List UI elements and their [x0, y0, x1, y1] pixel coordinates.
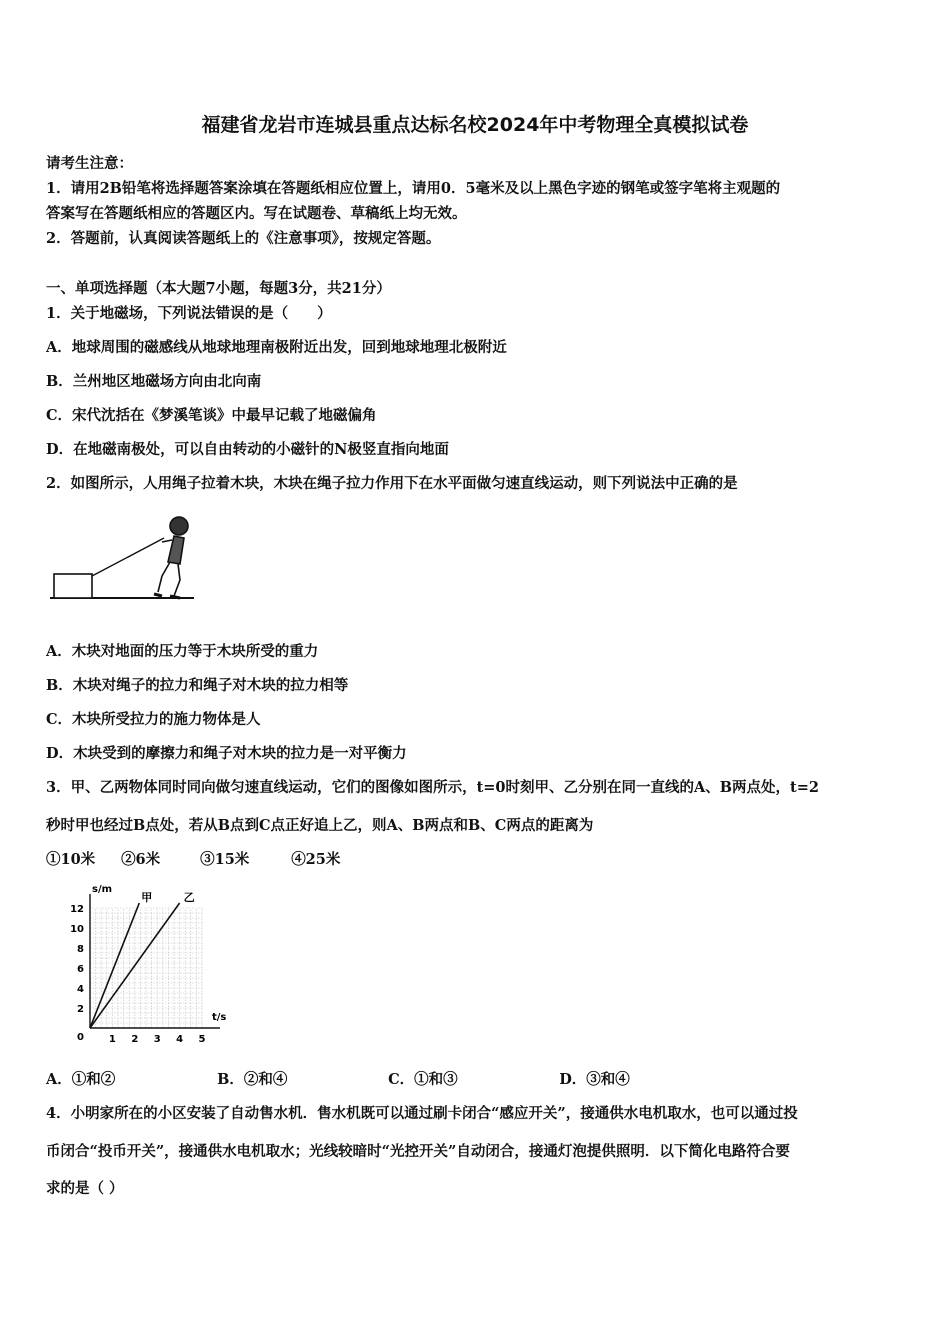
q3-options	[46, 1068, 630, 1089]
q2-option-d: D．木块受到的摩擦力和绳子对木块的拉力是一对平衡力	[46, 745, 407, 762]
q1-option-a: A．地球周围的磁感线从地球地理南极附近出发，回到地球地理北极附近	[46, 339, 507, 356]
y-tick-label: 0	[77, 1032, 84, 1043]
x-tick-label: 4	[176, 1034, 184, 1045]
notice-line-1b: 答案写在答题纸相应的答题区内。写在试题卷、草稿纸上均无效。	[46, 205, 467, 222]
q1-option-c: C．宋代沈括在《梦溪笔谈》中最早记载了地磁偏角	[46, 407, 377, 424]
q3-choice-1: ①10米	[46, 851, 96, 868]
q3-choices	[46, 848, 340, 869]
rope	[92, 538, 164, 576]
q3-stem-1: 3．甲、乙两物体同时同向做匀速直线运动，它们的图像如图所示，t=0时刻甲、乙分别在同一直线的A、B两点处，t=2	[46, 779, 819, 796]
q2-option-a: A．木块对地面的压力等于木块所受的重力	[46, 643, 319, 660]
q1-option-b: B．兰州地区地磁场方向由北向南	[46, 373, 262, 390]
q3-option-c: C．①和③	[388, 1071, 458, 1088]
person-icon	[154, 517, 188, 598]
y-tick-label: 6	[77, 964, 84, 975]
q4-stem-2: 币闭合“投币开关”，接通供水电机取水；光线较暗时“光控开关”自动闭合，接通灯泡提供照明．以下简化电路符合要	[46, 1143, 790, 1160]
x-tick-label: 1	[108, 1034, 116, 1045]
notice-line-2: 2．答题前，认真阅读答题纸上的《注意事项》，按规定答题。	[46, 230, 441, 247]
q1-option-d: D．在地磁南极处，可以自由转动的小磁针的N极竖直指向地面	[46, 441, 449, 458]
x-tick-label: 3	[153, 1034, 161, 1045]
x-tick-label: 2	[131, 1034, 139, 1045]
q3-option-a: A．①和②	[46, 1071, 116, 1088]
q1-stem: 1．关于地磁场，下列说法错误的是（ ）	[46, 305, 332, 322]
x-axis-label: t/s	[212, 1012, 227, 1023]
q4-stem-1: 4．小明家所在的小区安装了自动售水机．售水机既可以通过刷卡闭合“感应开关”，接通供水电机取水，也可以通过投	[46, 1105, 798, 1122]
q2-option-b: B．木块对绳子的拉力和绳子对木块的拉力相等	[46, 677, 349, 694]
q3-option-d: D．③和④	[559, 1071, 630, 1088]
q2-option-c: C．木块所受拉力的施力物体是人	[46, 711, 261, 728]
st-graph	[60, 880, 240, 1050]
y-axis-label: s/m	[92, 884, 113, 895]
pulling-block-figure	[46, 512, 198, 604]
y-tick-label: 4	[77, 984, 84, 995]
q3-choice-2: ②6米	[121, 851, 161, 868]
wooden-block	[54, 574, 92, 598]
notice-heading: 请考生注意：	[46, 155, 133, 172]
q4-stem-3: 求的是（ ）	[46, 1180, 124, 1197]
section-heading: 一、单项选择题（本大题7小题，每题3分，共21分）	[46, 280, 391, 297]
q3-choice-3: ③15米	[200, 851, 250, 868]
q3-option-b: B．②和④	[217, 1071, 288, 1088]
y-tick-label: 12	[70, 904, 84, 915]
notice-line-1: 1．请用2B铅笔将选择题答案涂填在答题纸相应位置上，请用0．5毫米及以上黑色字迹的钢笔或签字笔将主观题的	[46, 180, 781, 197]
q2-stem: 2．如图所示，人用绳子拉着木块，木块在绳子拉力作用下在水平面做匀速直线运动，则下列说法中正确的是	[46, 475, 738, 492]
series-label: 甲	[141, 891, 153, 904]
series-label: 乙	[183, 891, 195, 904]
series-line	[90, 903, 139, 1028]
page-title: 福建省龙岩市连城县重点达标名校2024年中考物理全真模拟试卷	[201, 114, 749, 136]
q3-stem-2: 秒时甲也经过B点处，若从B点到C点正好追上乙，则A、B两点和B、C两点的距离为	[46, 817, 594, 834]
x-tick-label: 5	[198, 1034, 206, 1045]
y-tick-label: 2	[77, 1004, 84, 1015]
y-tick-label: 8	[77, 944, 84, 955]
y-tick-label: 10	[70, 924, 84, 935]
q3-choice-4: ④25米	[291, 851, 341, 868]
